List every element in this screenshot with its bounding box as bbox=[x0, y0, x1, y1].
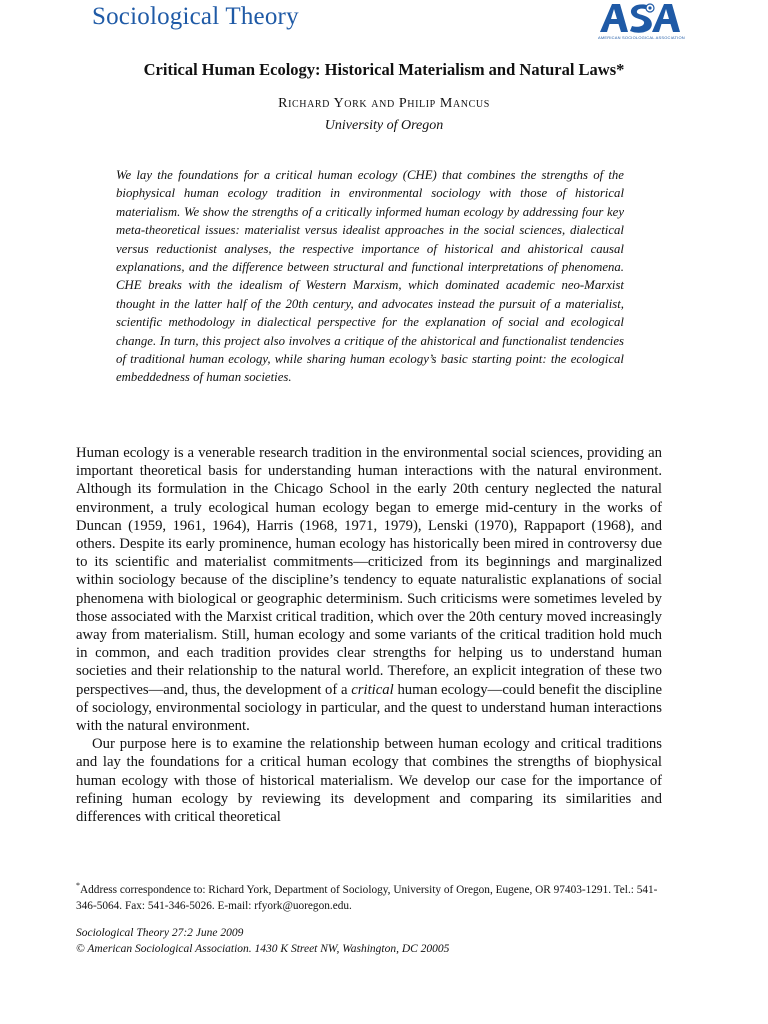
asa-logo bbox=[598, 2, 685, 40]
journal-name: Sociological Theory bbox=[92, 3, 299, 30]
publisher-line: © American Sociological Association. 1430 K Street NW, Washington, DC 20005 bbox=[76, 943, 450, 955]
footnote bbox=[76, 883, 662, 914]
article-title: Critical Human Ecology: Historical Materialism and Natural Laws* bbox=[143, 60, 625, 79]
asa-logo-icon bbox=[598, 2, 682, 34]
body-paragraph-2: Our purpose here is to examine the relationship between human ecology and critical traditions and lay the foundations for a critical human ecology that combines the strengths of biophysical human ecology with those of historical materialism. We develop our case for the importance of refining human ecology by reviewing its development and comparing its similarities and differences with critical theoretical bbox=[76, 736, 662, 826]
author-affiliation: University of Oregon bbox=[324, 118, 444, 133]
para1-emphasis: critical bbox=[351, 681, 394, 698]
issue-info bbox=[76, 925, 662, 957]
logo-subtext: AMERICAN SOCIOLOGICAL ASSOCIATION bbox=[598, 35, 685, 40]
article-body bbox=[76, 444, 662, 826]
article-authors: Richard York and Philip Mancus bbox=[278, 96, 490, 111]
footnote-mark: * bbox=[76, 881, 80, 891]
body-paragraph-1 bbox=[76, 444, 662, 735]
footnote-text: Address correspondence to: Richard York, Department of Sociology, University of Oregon, Eugene, OR 97403-1291. Tel.: 541-346-5064. Fax: 541-346-5026. E-mail: rfyork@uoregon.edu. bbox=[76, 884, 658, 912]
journal-header bbox=[0, 0, 768, 44]
para1-part-a: Human ecology is a venerable research tradition in the environmental social sciences, providing an important theoretical basis for understanding human interactions with the natural environment. Although its formulation in the Chicago School in the early 20th century neglected the natural environment, a truly ecological human ecology began to emerge mid-century in the works of Duncan (1959, 1961, 1964), Harris (1968, 1971, 1979), Lenski (1970), Rappaport (1968), and others. Despite its early prominence, human ecology has historically been mired in controversy due to its scientific and materialist commitments—criticized from its beginnings and marginalized within sociology because of the discipline’s tendency to equate naturalistic explanations of social phenomena with biological or geographic determinism. Such criticisms were sometimes leveled by those associated with the Marxist critical tradition, which over the 20th century moved increasingly away from materialism. Still, human ecology and some variants of the critical tradition hold much in common, and each tradition provides clear strengths for helping us to understand human societies and their relationship to the natural world. Therefore, an explicit integration of these two perspectives—and, thus, the development of a bbox=[76, 445, 662, 698]
issue-citation: Sociological Theory 27:2 June 2009 bbox=[76, 927, 244, 939]
abstract: We lay the foundations for a critical human ecology (CHE) that combines the strengths of the biophysical human ecology tradition in environmental sociology with those of historical materialism. We show the strengths of a critically informed human ecology by addressing four key meta-theoretical issues: materialist versus idealist approaches in the social sciences, dialectical versus reductionist analyses, the respective importance of historical and ahistorical causal explanations, and the difference between structural and functional interpretations of phenomena. CHE breaks with the idealism of Western Marxism, which dominated academic neo-Marxist thought in the latter half of the 20th century, and advocates instead the pursuit of a materialist, scientific methodology in dialectical perspective for the explanation of social and ecological change. In turn, this project also involves a critique of the ahistorical and functionalist tendencies of traditional human ecology, while sharing human ecology’s basic starting point: the ecological embeddedness of human societies. bbox=[116, 168, 624, 385]
para1-part-b: human ecology—could benefit the discipline of sociology, environmental sociology in particular, and the quest to understand human interactions with the natural environment. bbox=[76, 681, 662, 735]
